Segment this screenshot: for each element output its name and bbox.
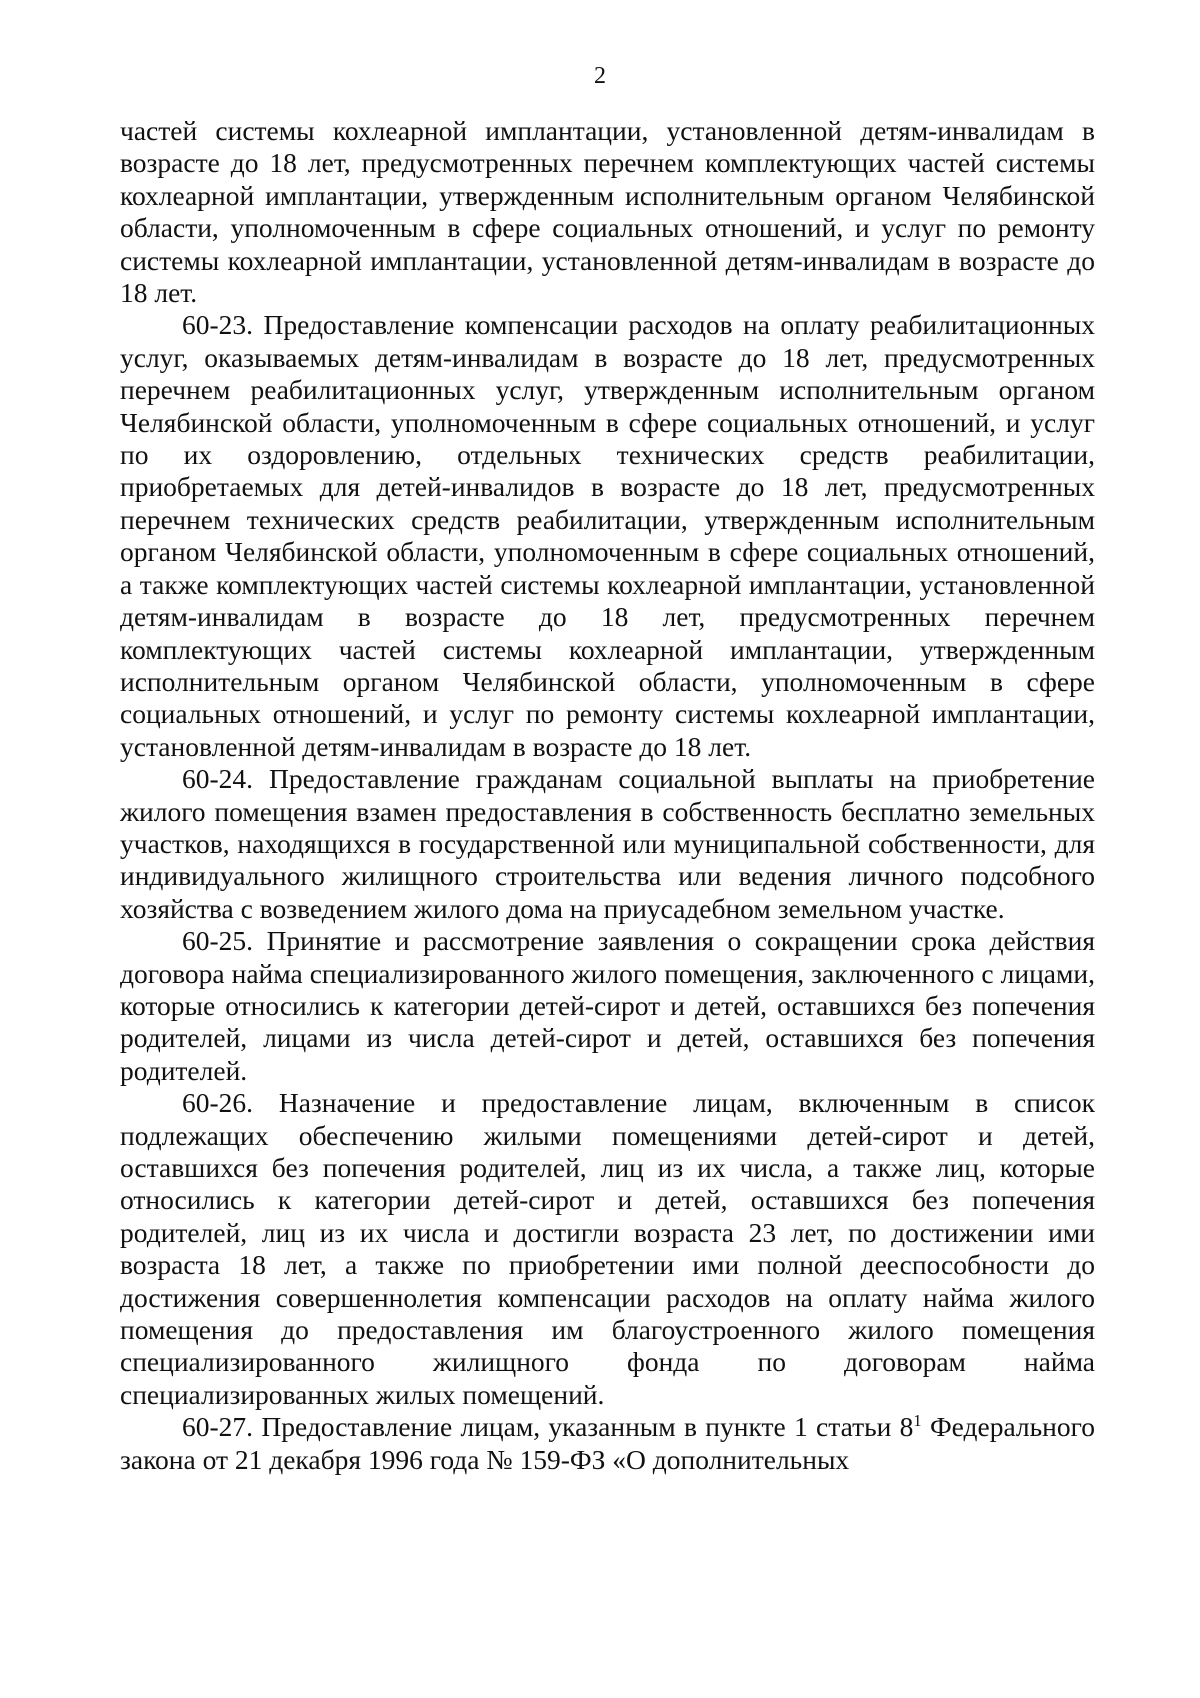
page-number: 2 <box>594 63 606 89</box>
paragraph-60-24: 60-24. Предоставление гражданам социальной выплаты на приобретение жилого помещения взамен предоставления в собственность бесплатно земельных участков, находящихся в государственной или муниципальной собственности, для индивидуального жилищного строительства или ведения личного подсобного хозяйства с возведением жилого дома на приусадебном земельном участке. <box>120 763 1095 924</box>
paragraph-60-27-text-end: Федерального закона от 21 декабря 1996 года № 159-ФЗ «О дополнительных <box>120 1411 1095 1475</box>
paragraph-60-23: 60-23. Предоставление компенсации расходов на оплату реабилитационных услуг, оказываемых детям-инвалидам в возрасте до 18 лет, предусмотренных перечнем реабилитационных услуг, утвержденным исполнительным органом Челябинской области, уполномоченным в сфере социальных отношений, и услуг по их оздоровлению, отдельных технических средств реабилитации, приобретаемых для детей-инвалидов в возрасте до 18 лет, предусмотренных перечнем технических средств реабилитации, утвержденным исполнительным органом Челябинской области, уполномоченным в сфере социальных отношений, а также комплектующих частей системы кохлеарной имплантации, установленной детям-инвалидам в возрасте до 18 лет, предусмотренных перечнем комплектующих частей системы кохлеарной имплантации, утвержденным исполнительным органом Челябинской области, уполномоченным в сфере социальных отношений, и услуг по ремонту системы кохлеарной имплантации, установленной детям-инвалидам в возрасте до 18 лет. <box>120 309 1095 762</box>
superscript-index: 1 <box>913 1411 922 1431</box>
paragraph-60-25: 60-25. Принятие и рассмотрение заявления о сокращении срока действия договора найма специализированного жилого помещения, заключенного с лицами, которые относились к категории детей-сирот и детей, оставшихся без попечения родителей, лицами из числа детей-сирот и детей, оставшихся без попечения родителей. <box>120 925 1095 1086</box>
paragraph-60-27-text-start: 60-27. Предоставление лицам, указанным в пункте 1 статьи 8 <box>182 1411 914 1443</box>
paragraph-continuation: частей системы кохлеарной имплантации, установленной детям-инвалидам в возрасте до 18 лет, предусмотренных перечнем комплектующих частей системы кохлеарной имплантации, утвержденным исполнительным органом Челябинской области, уполномоченным в сфере социальных отношений, и услуг по ремонту системы кохлеарной имплантации, установленной детям-инвалидам в возрасте до 18 лет. <box>120 115 1095 309</box>
paragraph-60-27 <box>120 1411 1095 1476</box>
document-body <box>120 115 1095 1476</box>
paragraph-60-26: 60-26. Назначение и предоставление лицам, включенным в список подлежащих обеспечению жилыми помещениями детей-сирот и детей, оставшихся без попечения родителей, лиц из их числа, а также лиц, которые относились к категории детей-сирот и детей, оставшихся без попечения родителей, лиц из их числа и достигли возраста 23 лет, по достижении ими возраста 18 лет, а также по приобретении ими полной дееспособности до достижения совершеннолетия компенсации расходов на оплату найма жилого помещения до предоставления им благоустроенного жилого помещения специализированного жилищного фонда по договорам найма специализированных жилых помещений. <box>120 1087 1095 1410</box>
